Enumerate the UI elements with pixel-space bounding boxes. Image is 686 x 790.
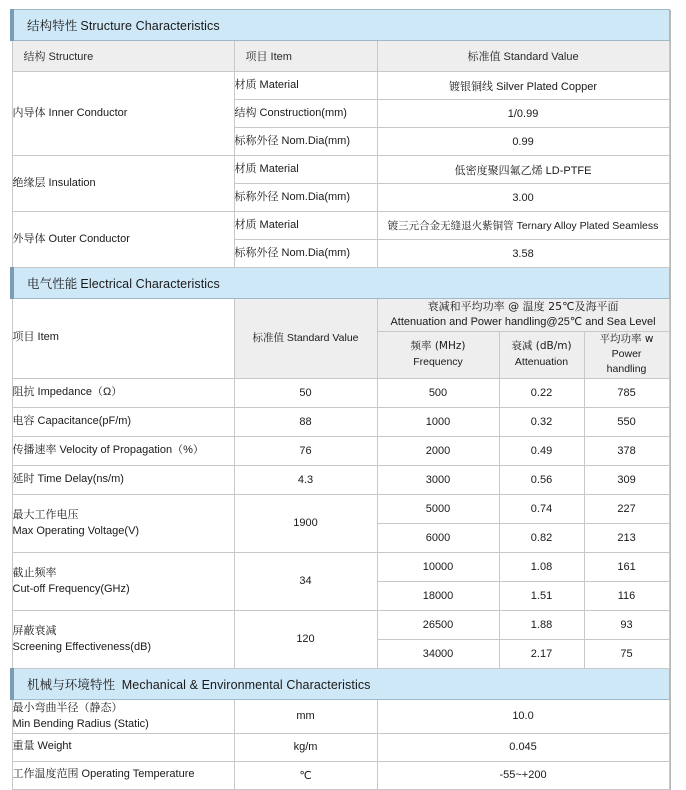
header-structure: 结构 Structure (12, 41, 234, 72)
power-value: 75 (584, 639, 669, 668)
frequency-value: 10000 (377, 552, 499, 581)
section-banner-mechanical-zh: 机械与环境特性 (27, 676, 116, 692)
header-item-electrical: 项目 Item (12, 299, 234, 379)
header-attenuation-group (377, 299, 669, 332)
mech-value: 0.045 (377, 733, 669, 761)
attenuation-value: 1.88 (499, 610, 584, 639)
table-row (12, 552, 669, 581)
group-label-inner-conductor: 内导体 Inner Conductor (12, 72, 234, 156)
param-label-en: Cut-off Frequency(GHz) (12, 583, 130, 596)
header-attenuation (499, 331, 584, 378)
power-value: 116 (584, 581, 669, 610)
mech-label-operating-temperature: 工作温度范围 Operating Temperature (12, 761, 234, 789)
param-value: 120 (234, 610, 377, 668)
header-power-en2: handling (606, 363, 647, 376)
param-value: 76 (234, 436, 377, 465)
param-label: 传播速率 Velocity of Propagation（%） (12, 436, 234, 465)
mech-unit: ℃ (234, 761, 377, 789)
table-row (12, 212, 669, 240)
mech-unit: mm (234, 699, 377, 733)
item-value: 0.99 (377, 128, 669, 156)
table-row (12, 761, 669, 789)
frequency-value: 5000 (377, 494, 499, 523)
table-row (12, 156, 669, 184)
header-standard-value: 标准值 Standard Value (377, 41, 669, 72)
item-value: 3.58 (377, 240, 669, 268)
mech-label-en: Min Bending Radius (Static) (12, 718, 149, 731)
item-value: 低密度聚四氟乙烯 LD-PTFE (377, 156, 669, 184)
header-attenuation-group-en: Attenuation and Power handling@25℃ and Sea Level (390, 315, 656, 328)
structure-column-header-row (12, 41, 669, 72)
power-value: 785 (584, 378, 669, 407)
mech-label-weight: 重量 Weight (12, 733, 234, 761)
electrical-group-header-row (12, 299, 669, 332)
section-banner-mechanical-en: Mechanical & Environmental Characteristics (121, 677, 371, 692)
group-label-outer-conductor: 外导体 Outer Conductor (12, 212, 234, 268)
table-row (12, 407, 669, 436)
power-value: 550 (584, 407, 669, 436)
frequency-value: 500 (377, 378, 499, 407)
frequency-value: 34000 (377, 639, 499, 668)
item-value: 1/0.99 (377, 100, 669, 128)
table-row (12, 733, 669, 761)
power-value: 378 (584, 436, 669, 465)
param-label-zh: 最大工作电压 (12, 507, 79, 521)
attenuation-value: 0.74 (499, 494, 584, 523)
mech-value: 10.0 (377, 699, 669, 733)
param-value: 88 (234, 407, 377, 436)
item-label: 标称外径 Nom.Dia(mm) (234, 184, 377, 212)
param-value: 1900 (234, 494, 377, 552)
header-frequency-zh: 频率 (MHz) (410, 340, 466, 353)
group-label-insulation: 绝缘层 Insulation (12, 156, 234, 212)
header-frequency (377, 331, 499, 378)
frequency-value: 1000 (377, 407, 499, 436)
param-label: 延时 Time Delay(ns/m) (12, 465, 234, 494)
section-banner-electrical-zh: 电气性能 (27, 276, 78, 291)
param-label-zh: 屏蔽衰减 (12, 623, 57, 637)
param-value: 50 (234, 378, 377, 407)
header-frequency-en: Frequency (413, 355, 463, 368)
header-standard-value-electrical: 标准值 Standard Value (234, 299, 377, 379)
attenuation-value: 0.82 (499, 523, 584, 552)
header-item: 项目 Item (234, 41, 377, 72)
item-label: 材质 Material (234, 212, 377, 240)
param-label: 阻抗 Impedance（Ω） (12, 378, 234, 407)
param-label-cutoff-frequency (12, 552, 234, 610)
section-banner-structure (12, 10, 669, 41)
mech-label-bending-radius (12, 699, 234, 733)
param-label-en: Max Operating Voltage(V) (12, 525, 140, 538)
table-row (12, 699, 669, 733)
frequency-value: 6000 (377, 523, 499, 552)
param-label-max-voltage (12, 494, 234, 552)
attenuation-value: 1.51 (499, 581, 584, 610)
header-power-handling (584, 331, 669, 378)
section-banner-structure-en: Structure Characteristics (80, 19, 220, 33)
table-row (12, 465, 669, 494)
power-value: 309 (584, 465, 669, 494)
header-attenuation-group-zh: 衰减和平均功率 @ 温度 25℃及海平面 (427, 300, 619, 313)
specification-table (10, 9, 670, 790)
frequency-value: 2000 (377, 436, 499, 465)
attenuation-value: 0.56 (499, 465, 584, 494)
header-attenuation-en: Attenuation (514, 355, 569, 368)
power-value: 227 (584, 494, 669, 523)
header-power-en1: Power (611, 348, 642, 361)
section-banner-electrical (12, 268, 669, 299)
item-label: 材质 Material (234, 72, 377, 100)
section-banner-mechanical-text (12, 668, 669, 699)
param-value: 4.3 (234, 465, 377, 494)
attenuation-value: 2.17 (499, 639, 584, 668)
param-label: 电容 Capacitance(pF/m) (12, 407, 234, 436)
table-row (12, 378, 669, 407)
table-row (12, 436, 669, 465)
section-banner-electrical-text (12, 268, 669, 299)
mech-value: -55~+200 (377, 761, 669, 789)
frequency-value: 3000 (377, 465, 499, 494)
header-attenuation-zh: 衰减 (dB/m) (511, 340, 572, 353)
section-banner-mechanical (12, 668, 669, 699)
table-row (12, 72, 669, 100)
table-row (12, 610, 669, 639)
power-value: 213 (584, 523, 669, 552)
attenuation-value: 0.22 (499, 378, 584, 407)
item-label: 材质 Material (234, 156, 377, 184)
param-label-zh: 截止频率 (12, 565, 57, 579)
attenuation-value: 0.49 (499, 436, 584, 465)
section-banner-electrical-en: Electrical Characteristics (80, 277, 220, 291)
section-banner-structure-text (12, 10, 669, 41)
mech-unit: kg/m (234, 733, 377, 761)
power-value: 161 (584, 552, 669, 581)
frequency-value: 18000 (377, 581, 499, 610)
param-value: 34 (234, 552, 377, 610)
item-label: 标称外径 Nom.Dia(mm) (234, 240, 377, 268)
table-row (12, 494, 669, 523)
item-value: 镀三元合金无缝退火紫铜管 Ternary Alloy Plated Seamless (377, 212, 669, 240)
mech-label-zh: 最小弯曲半径（静态） (12, 700, 123, 714)
item-label: 结构 Construction(mm) (234, 100, 377, 128)
section-banner-structure-zh: 结构特性 (27, 18, 78, 33)
item-value: 3.00 (377, 184, 669, 212)
param-label-en: Screening Effectiveness(dB) (12, 641, 152, 654)
frequency-value: 26500 (377, 610, 499, 639)
header-power-zh: 平均功率 w (599, 332, 654, 345)
attenuation-value: 0.32 (499, 407, 584, 436)
item-value: 镀银铜线 Silver Plated Copper (377, 72, 669, 100)
item-label: 标称外径 Nom.Dia(mm) (234, 128, 377, 156)
power-value: 93 (584, 610, 669, 639)
param-label-screening (12, 610, 234, 668)
attenuation-value: 1.08 (499, 552, 584, 581)
